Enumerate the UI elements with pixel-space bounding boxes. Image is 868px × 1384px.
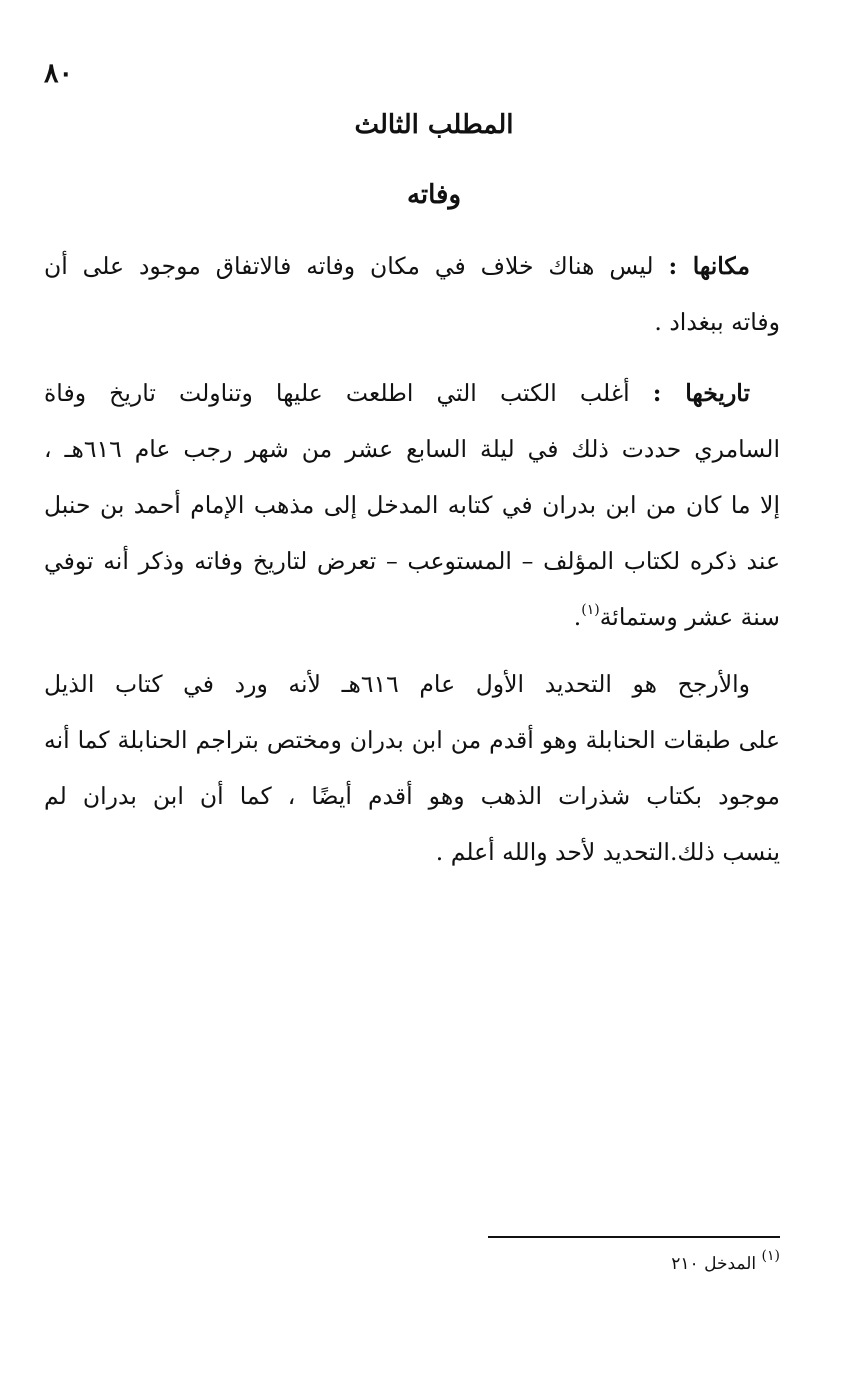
paragraph-line: سنة عشر وستمائة$^{(١)}$. <box>573 602 780 631</box>
section-title: المطلب الثالث <box>354 110 514 140</box>
footnote-marker: (١) <box>761 1248 780 1265</box>
paragraph-line <box>44 244 780 288</box>
paragraph-lead: مكانها : <box>668 252 750 280</box>
paragraph-lead: تاريخها : <box>652 379 750 407</box>
paragraph-line <box>44 371 780 415</box>
page-number: ٨٠ <box>44 58 74 89</box>
footnote <box>671 1248 780 1274</box>
footnote-reference[interactable]: (١) <box>581 602 600 619</box>
footnote-text: المدخل ٢١٠ <box>671 1254 757 1274</box>
paragraph-line: عند ذكره لكتاب المؤلف – المستوعب – تعرض لتاريخ وفاته وذكر أنه توفي <box>44 547 780 575</box>
paragraph-line: والأرجح هو التحديد الأول عام ٦١٦هـ لأنه ورد في كتاب الذيل <box>44 670 750 698</box>
section-subtitle: وفاته <box>406 180 462 210</box>
paragraph-line: ينسب ذلك.التحديد لأحد والله أعلم . <box>435 838 780 866</box>
paragraph-text: سنة عشر وستمائة <box>599 603 780 631</box>
footnote-divider <box>488 1236 780 1238</box>
paragraph-line: موجود بكتاب شذرات الذهب وهو أقدم أيضًا ، كما أن ابن بدران لم <box>44 782 780 810</box>
paragraph-line: إلا ما كان من ابن بدران في كتابه المدخل إلى مذهب الإمام أحمد بن حنبل <box>44 491 780 519</box>
paragraph-text: أغلب الكتب التي اطلعت عليها وتناولت تاريخ وفاة <box>44 379 630 407</box>
paragraph-line: على طبقات الحنابلة وهو أقدم من ابن بدران ومختص بتراجم الحنابلة كما أنه <box>44 726 780 754</box>
paragraph-text: ليس هناك خلاف في مكان وفاته فالاتفاق موجود على أن <box>44 252 654 280</box>
paragraph-line: السامري حددت ذلك في ليلة السابع عشر من شهر رجب عام ٦١٦هـ ، <box>44 435 780 463</box>
paragraph-line: وفاته ببغداد . <box>654 308 780 336</box>
